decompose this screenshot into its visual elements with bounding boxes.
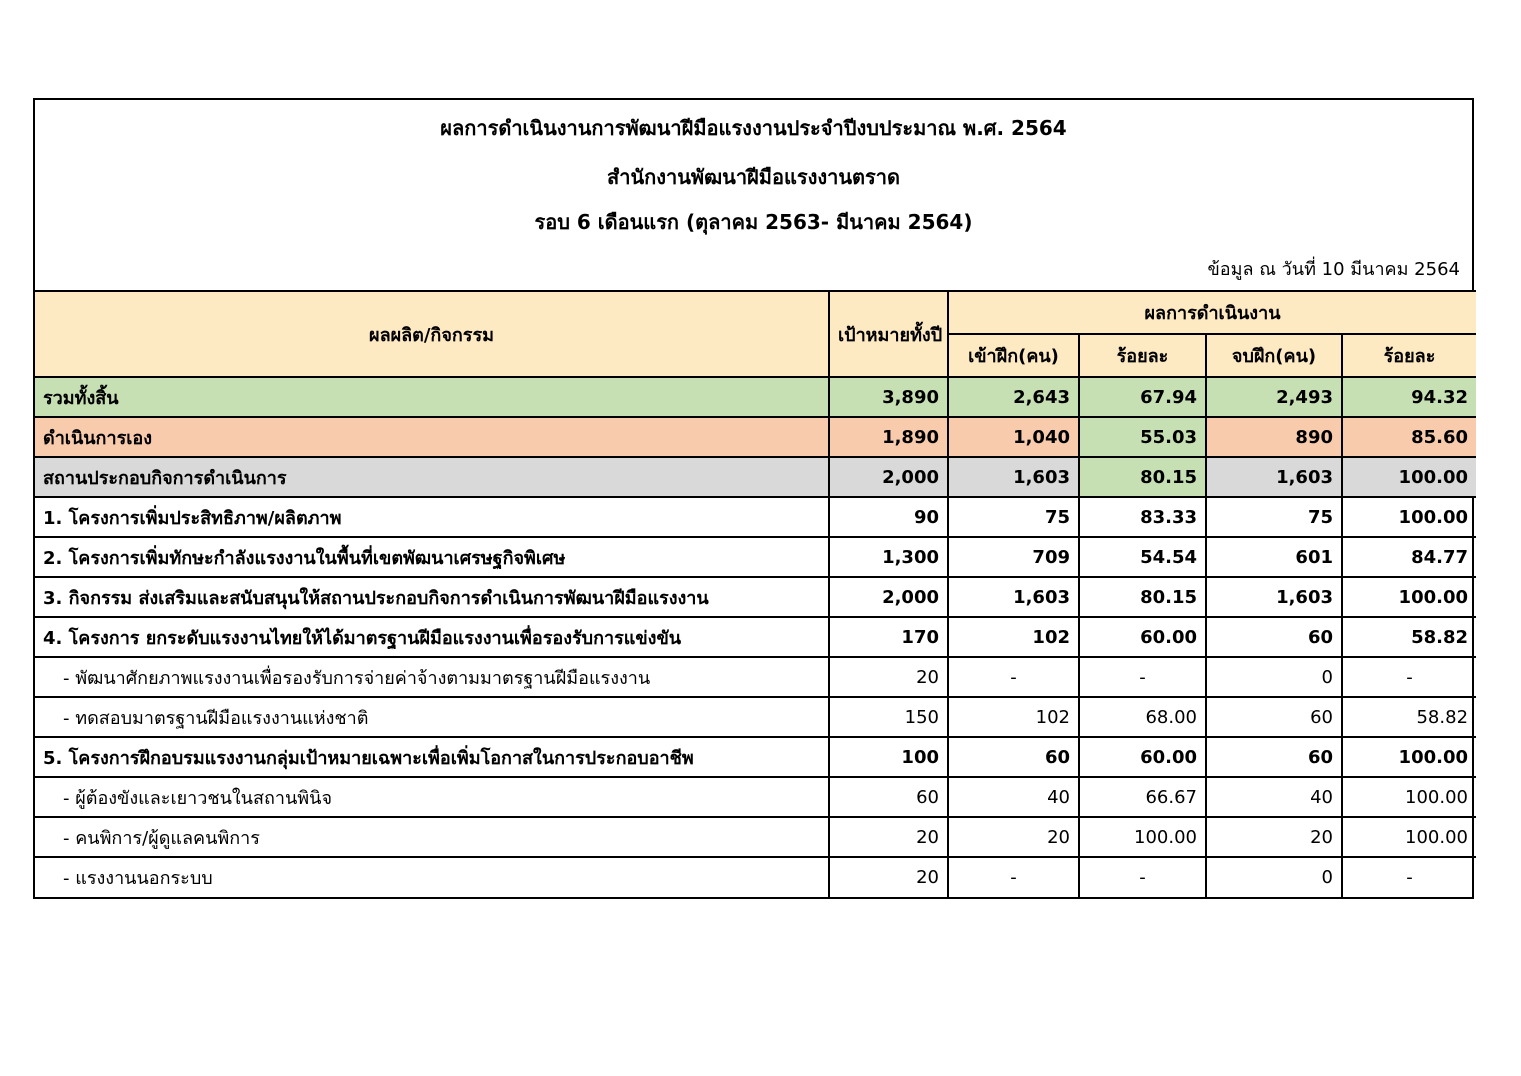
row-name: 5. โครงการฝึกอบรมแรงงานกลุ่มเป้าหมายเฉพาะเพื่อเพิ่มโอกาสในการประกอบอาชีพ (35, 737, 829, 777)
cell-graduated: 75 (1206, 497, 1342, 537)
cell-target: 100 (829, 737, 948, 777)
cell-graduated: 890 (1206, 417, 1342, 457)
cell-pct-graduated: 100.00 (1342, 497, 1476, 537)
table-row-sub (35, 857, 1476, 897)
row-name: - พัฒนาศักยภาพแรงงานเพื่อรองรับการจ่ายค่าจ้างตามมาตรฐานฝีมือแรงงาน (35, 657, 829, 697)
cell-graduated: 1,603 (1206, 577, 1342, 617)
cell-trained: 709 (948, 537, 1079, 577)
cell-target: 20 (829, 657, 948, 697)
cell-target: 2,000 (829, 457, 948, 497)
row-name: - ทดสอบมาตรฐานฝีมือแรงงานแห่งชาติ (35, 697, 829, 737)
cell-graduated: 60 (1206, 737, 1342, 777)
table-row-enterprise (35, 457, 1476, 497)
cell-pct-graduated: 58.82 (1342, 617, 1476, 657)
cell-trained: 1,603 (948, 577, 1079, 617)
report-sheet (33, 98, 1474, 899)
row-name: - คนพิการ/ผู้ดูแลคนพิการ (35, 817, 829, 857)
cell-pct-graduated: 85.60 (1342, 417, 1476, 457)
cell-target: 20 (829, 857, 948, 897)
header-pct-graduated: ร้อยละ (1342, 334, 1476, 377)
row-name: - ผู้ต้องขังและเยาวชนในสถานพินิจ (35, 777, 829, 817)
header-trained: เข้าฝึก(คน) (948, 334, 1079, 377)
table-row (35, 497, 1476, 537)
table-row (35, 537, 1476, 577)
cell-pct-trained: - (1079, 657, 1206, 697)
row-name: - แรงงานนอกระบบ (35, 857, 829, 897)
header-activity: ผลผลิต/กิจกรรม (35, 291, 829, 377)
cell-graduated: 601 (1206, 537, 1342, 577)
cell-pct-graduated: 94.32 (1342, 377, 1476, 417)
cell-pct-trained: 83.33 (1079, 497, 1206, 537)
table-row-sub (35, 777, 1476, 817)
table-row (35, 577, 1476, 617)
header-graduated: จบฝึก(คน) (1206, 334, 1342, 377)
cell-target: 1,890 (829, 417, 948, 457)
cell-target: 1,300 (829, 537, 948, 577)
office-name: สำนักงานพัฒนาฝีมือแรงงานตราด (607, 165, 900, 189)
cell-pct-trained: 67.94 (1079, 377, 1206, 417)
cell-trained: 1,040 (948, 417, 1079, 457)
cell-trained: 75 (948, 497, 1079, 537)
header-target: เป้าหมายทั้งปี (829, 291, 948, 377)
cell-graduated: 60 (1206, 617, 1342, 657)
row-name: 4. โครงการ ยกระดับแรงงานไทยให้ได้มาตรฐานฝีมือแรงงานเพื่อรองรับการแข่งขัน (35, 617, 829, 657)
cell-pct-trained: - (1079, 857, 1206, 897)
cell-target: 90 (829, 497, 948, 537)
cell-target: 3,890 (829, 377, 948, 417)
table-row-sub (35, 657, 1476, 697)
cell-pct-trained: 54.54 (1079, 537, 1206, 577)
cell-graduated: 2,493 (1206, 377, 1342, 417)
cell-trained: - (948, 657, 1079, 697)
results-table (35, 290, 1476, 897)
table-row-sub (35, 697, 1476, 737)
row-name: รวมทั้งสิ้น (35, 377, 829, 417)
row-name: 1. โครงการเพิ่มประสิทธิภาพ/ผลิตภาพ (35, 497, 829, 537)
cell-trained: 20 (948, 817, 1079, 857)
cell-target: 20 (829, 817, 948, 857)
cell-trained: - (948, 857, 1079, 897)
cell-pct-graduated: - (1342, 657, 1476, 697)
table-row (35, 617, 1476, 657)
cell-pct-trained: 80.15 (1079, 457, 1206, 497)
cell-graduated: 60 (1206, 697, 1342, 737)
cell-pct-graduated: 100.00 (1342, 457, 1476, 497)
row-name: สถานประกอบกิจการดำเนินการ (35, 457, 829, 497)
cell-pct-graduated: 100.00 (1342, 817, 1476, 857)
cell-target: 2,000 (829, 577, 948, 617)
cell-pct-graduated: 84.77 (1342, 537, 1476, 577)
cell-target: 60 (829, 777, 948, 817)
cell-pct-trained: 100.00 (1079, 817, 1206, 857)
table-row (35, 737, 1476, 777)
report-title: ผลการดำเนินงานการพัฒนาฝีมือแรงงานประจำปีงบประมาณ พ.ศ. 2564 (440, 116, 1067, 140)
cell-trained: 40 (948, 777, 1079, 817)
cell-graduated: 20 (1206, 817, 1342, 857)
cell-pct-trained: 80.15 (1079, 577, 1206, 617)
cell-pct-trained: 55.03 (1079, 417, 1206, 457)
row-name: 3. กิจกรรม ส่งเสริมและสนับสนุนให้สถานประกอบกิจการดำเนินการพัฒนาฝีมือแรงงาน (35, 577, 829, 617)
cell-trained: 102 (948, 697, 1079, 737)
cell-target: 170 (829, 617, 948, 657)
cell-trained: 60 (948, 737, 1079, 777)
cell-pct-graduated: 100.00 (1342, 577, 1476, 617)
table-row-total (35, 377, 1476, 417)
cell-pct-graduated: 100.00 (1342, 737, 1476, 777)
cell-pct-trained: 66.67 (1079, 777, 1206, 817)
cell-pct-trained: 68.00 (1079, 697, 1206, 737)
cell-graduated: 40 (1206, 777, 1342, 817)
cell-graduated: 1,603 (1206, 457, 1342, 497)
header-pct-trained: ร้อยละ (1079, 334, 1206, 377)
cell-pct-graduated: - (1342, 857, 1476, 897)
header-row-1 (35, 291, 1476, 334)
table-row-sub (35, 817, 1476, 857)
cell-graduated: 0 (1206, 857, 1342, 897)
table-row-self (35, 417, 1476, 457)
cell-trained: 102 (948, 617, 1079, 657)
row-name: 2. โครงการเพิ่มทักษะกำลังแรงงานในพื้นที่เขตพัฒนาเศรษฐกิจพิเศษ (35, 537, 829, 577)
cell-pct-graduated: 58.82 (1342, 697, 1476, 737)
cell-pct-trained: 60.00 (1079, 737, 1206, 777)
cell-pct-graduated: 100.00 (1342, 777, 1476, 817)
cell-graduated: 0 (1206, 657, 1342, 697)
row-name: ดำเนินการเอง (35, 417, 829, 457)
cell-trained: 2,643 (948, 377, 1079, 417)
cell-target: 150 (829, 697, 948, 737)
title-block (35, 100, 1472, 290)
cell-trained: 1,603 (948, 457, 1079, 497)
cell-pct-trained: 60.00 (1079, 617, 1206, 657)
as-of-date: ข้อมูล ณ วันที่ 10 มีนาคม 2564 (1207, 259, 1460, 280)
header-results: ผลการดำเนินงาน (948, 291, 1476, 334)
report-period: รอบ 6 เดือนแรก (ตุลาคม 2563- มีนาคม 2564) (534, 210, 973, 234)
